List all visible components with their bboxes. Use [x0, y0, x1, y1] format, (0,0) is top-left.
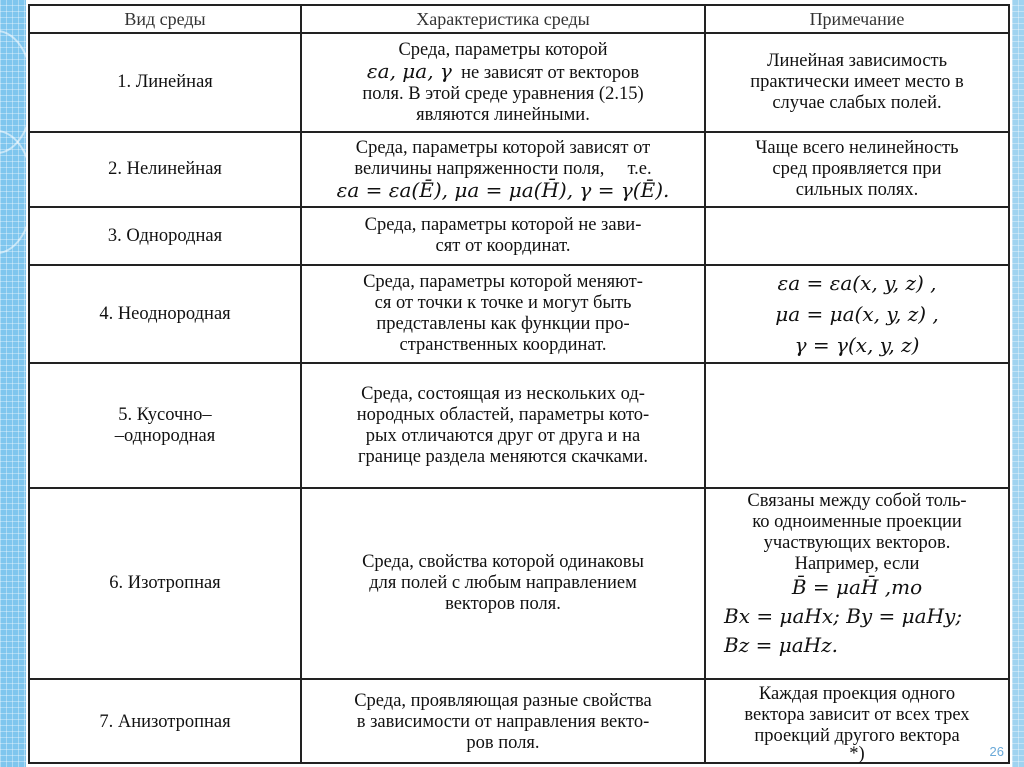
desc-line: Среда, свойства которой одинаковы	[362, 552, 644, 572]
desc-line: представлены как функции про-	[376, 314, 630, 334]
note-line: ко одноименные проекции	[752, 512, 962, 532]
formula: εa = εa(Ē), μa = μa(H̄), γ = γ(Ē).	[336, 178, 670, 202]
note-line: Линейная зависимость	[766, 51, 948, 71]
table-row-note-empty	[706, 364, 1008, 487]
desc-line: Среда, состоящая из нескольких од-	[361, 383, 645, 404]
formula: Bx = μaHx; By = μaHy;	[724, 604, 963, 628]
desc-line: величины напряженности поля, т.е.	[354, 159, 652, 179]
desc-line: Среда, проявляющая разные свойства	[354, 690, 652, 711]
page-number: 26	[989, 744, 1004, 759]
table-row-note	[706, 266, 1008, 362]
desc-line: Среда, параметры которой меняют-	[363, 272, 643, 292]
desc-line: границе раздела меняются скачками.	[357, 446, 649, 467]
desc-line: для полей с любым направлением	[369, 573, 637, 593]
table-row-desc	[302, 364, 704, 487]
formula: Bz = μaHz.	[724, 633, 838, 657]
table-row-desc	[302, 680, 704, 764]
note-line: участвующих векторов.	[763, 533, 951, 553]
table-row-desc	[302, 489, 704, 678]
desc-line: рых отличаются друг от друга и на	[365, 425, 641, 446]
desc-line: в зависимости от направления векто-	[356, 711, 650, 732]
note-line: Каждая проекция одного	[758, 683, 956, 704]
desc-text: не зависят от векторов	[461, 62, 640, 83]
table-row-type: 4. Неоднородная	[99, 303, 231, 324]
note-line: сильных полях.	[795, 180, 919, 200]
desc-line: Среда, параметры которой зависят от	[355, 138, 651, 158]
note-line: Чаще всего нелинейность	[755, 138, 959, 158]
type-line: –однородная	[114, 425, 216, 446]
note-line: проекций другого вектора	[754, 725, 960, 746]
table-row-type: 1. Линейная	[117, 72, 213, 92]
formula: B̄ = μaH̄ ,то	[791, 575, 923, 599]
desc-line: сят от координат.	[435, 236, 571, 256]
desc-line: странственных координат.	[399, 335, 607, 355]
formula: εa = εa(x, y, z) ,	[777, 270, 937, 295]
desc-line: Среда, параметры которой не зави-	[364, 215, 642, 235]
desc-line: векторов поля.	[445, 594, 561, 614]
table-row-desc	[302, 34, 704, 131]
table-row-type: 7. Анизотропная	[99, 711, 231, 732]
note-line: вектора зависит от всех трех	[744, 704, 970, 725]
right-decorative-strip	[1012, 0, 1024, 767]
media-table	[28, 4, 1010, 764]
header-note: Примечание	[809, 8, 905, 29]
table-row-desc	[302, 266, 704, 362]
note-line: Например, если	[794, 554, 920, 574]
desc-line: нородных областей, параметры кото-	[356, 404, 650, 425]
desc-line: являются линейными.	[416, 104, 590, 125]
note-line: сред проявляется при	[772, 159, 942, 179]
left-decorative-strip	[0, 0, 26, 767]
header-characteristic: Характеристика среды	[416, 8, 590, 29]
table-row-note-empty	[706, 208, 1008, 264]
note-line: *)	[849, 743, 865, 764]
formula: εa, μa, γ	[366, 58, 452, 83]
header-media-type: Вид среды	[124, 8, 206, 29]
desc-line: ся от точки к точке и могут быть	[374, 293, 632, 313]
table-row-note	[706, 133, 1008, 206]
formula: μa = μa(x, y, z) ,	[775, 301, 939, 326]
table-row-note	[706, 680, 1008, 764]
desc-line: Среда, параметры которой	[398, 39, 608, 60]
table-row-desc	[302, 133, 704, 206]
desc-line: поля. В этой среде уравнения (2.15)	[362, 83, 644, 104]
table-row-type: 6. Изотропная	[109, 573, 221, 593]
desc-line: ров поля.	[466, 732, 540, 753]
table-row-type: 2. Нелинейная	[108, 159, 222, 179]
desc-line	[366, 58, 640, 84]
type-line: 5. Кусочно–	[118, 404, 212, 425]
table-row-type: 3. Однородная	[107, 225, 223, 246]
table-row-note	[706, 34, 1008, 131]
note-line: Связаны между собой толь-	[747, 491, 967, 511]
table-row-desc	[302, 208, 704, 264]
table-row-note	[706, 489, 1008, 678]
note-line: случае слабых полей.	[772, 93, 942, 113]
note-line: практически имеет место в	[750, 72, 964, 92]
formula: γ = γ(x, y, z)	[794, 332, 920, 357]
table-row-type	[30, 364, 300, 487]
